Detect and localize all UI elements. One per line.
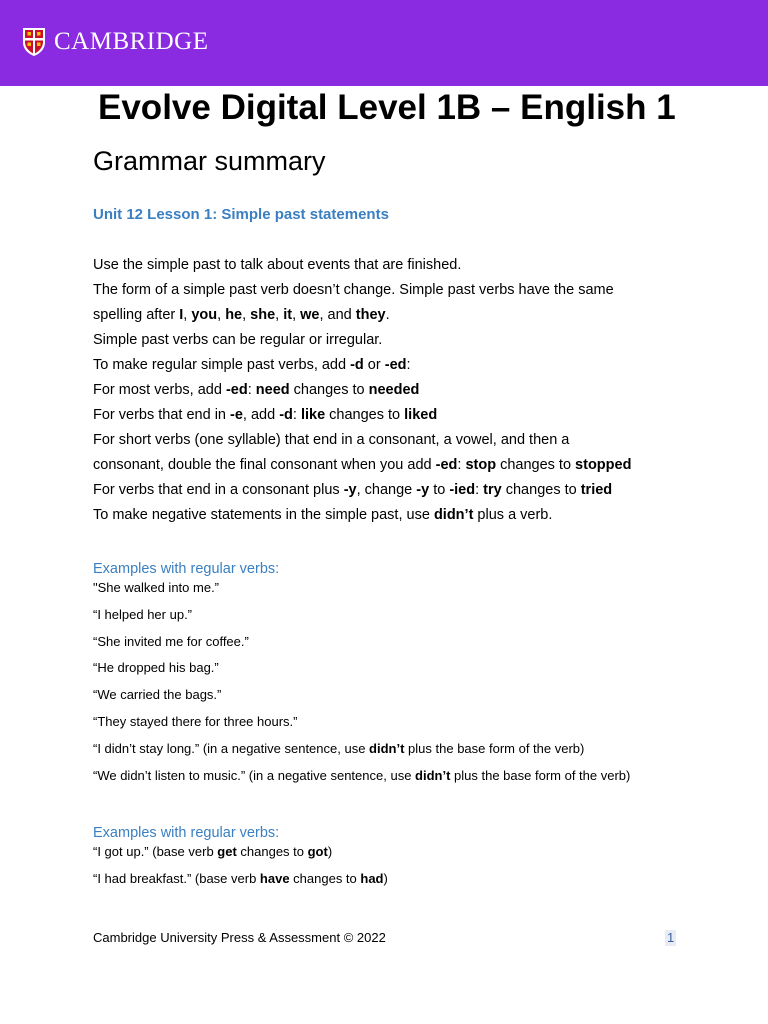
examples-regular-list bbox=[93, 580, 673, 794]
page-number: 1 bbox=[667, 930, 675, 945]
document-subtitle: Grammar summary bbox=[93, 146, 326, 176]
rule-line: consonant, double the final consonant when you add -ed: stop changes to stopped bbox=[93, 457, 632, 473]
rule-line: For short verbs (one syllable) that end in a consonant, a vowel, and then a bbox=[93, 432, 570, 448]
example-sentence: “I helped her up.” bbox=[93, 606, 193, 622]
example-sentence: “I had breakfast.” (base verb have changes to had) bbox=[93, 870, 388, 886]
rule-line: To make regular simple past verbs, add -d or -ed: bbox=[93, 357, 411, 373]
grammar-rules bbox=[93, 253, 693, 528]
section-heading: Unit 12 Lesson 1: Simple past statements bbox=[93, 206, 389, 223]
rule-line: For verbs that end in a consonant plus -y, change -y to -ied: try changes to tried bbox=[93, 482, 613, 498]
example-sentence: “I got up.” (base verb get changes to got) bbox=[93, 844, 333, 859]
rule-line: The form of a simple past verb doesn’t change. Simple past verbs have the same bbox=[93, 282, 614, 298]
logo-text: CAMBRIDGE bbox=[54, 28, 209, 55]
rule-line: For most verbs, add -ed: need changes to needed bbox=[93, 382, 420, 398]
rule-line: Simple past verbs can be regular or irregular. bbox=[93, 332, 383, 348]
cambridge-logo bbox=[22, 26, 209, 58]
header-banner bbox=[0, 0, 768, 86]
cambridge-crest-icon bbox=[22, 27, 46, 57]
rule-line: To make negative statements in the simple past, use didn’t plus a verb. bbox=[93, 507, 553, 523]
examples-irregular-heading: Examples with regular verbs: bbox=[93, 825, 280, 841]
rule-line: spelling after I, you, he, she, it, we, and they. bbox=[93, 307, 390, 323]
example-sentence: “They stayed there for three hours.” bbox=[93, 713, 298, 729]
example-sentence: “She invited me for coffee.” bbox=[93, 633, 249, 649]
rule-line: Use the simple past to talk about events that are finished. bbox=[93, 257, 462, 273]
example-sentence: “We carried the bags.” bbox=[93, 687, 222, 703]
example-sentence: “I didn’t stay long.” (in a negative sentence, use didn’t plus the base form of the verb) bbox=[93, 740, 585, 756]
rule-line: For verbs that end in -e, add -d: like changes to liked bbox=[93, 407, 438, 423]
example-sentence: "She walked into me.” bbox=[93, 580, 220, 595]
document-title: Evolve Digital Level 1B – English 1 bbox=[98, 88, 676, 127]
examples-irregular-list bbox=[93, 844, 673, 898]
example-sentence: “He dropped his bag.” bbox=[93, 660, 219, 676]
example-sentence: “We didn’t listen to music.” (in a negative sentence, use didn’t plus the base form of the verb) bbox=[93, 767, 631, 783]
examples-regular-heading: Examples with regular verbs: bbox=[93, 561, 280, 577]
footer-copyright: Cambridge University Press & Assessment © 2022 bbox=[93, 930, 386, 945]
